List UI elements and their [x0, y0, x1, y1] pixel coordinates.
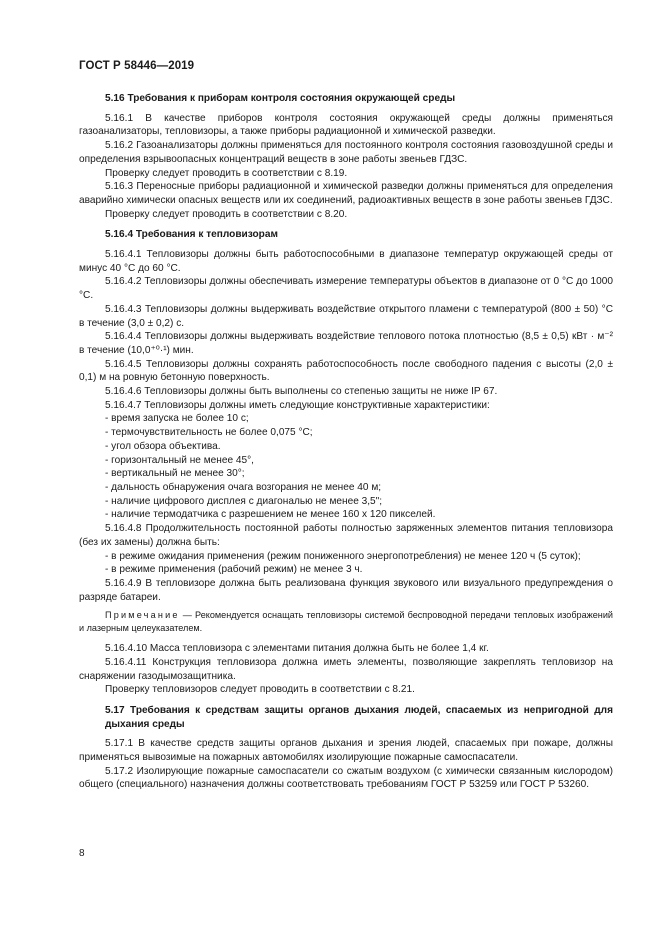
document-body [79, 92, 613, 792]
paragraph: 5.17.2 Изолирующие пожарные самоспасатели со сжатым воздухом (с химически связанным кислородом) общего (специального) назначения должны соответствовать требованиям ГОСТ Р 53259 или ГОСТ Р 53260. [79, 765, 613, 791]
list-item: - время запуска не более 10 с; [105, 413, 249, 425]
paragraph: 5.16.4.10 Масса тепловизора с элементами питания должна быть не более 1,4 кг. [105, 643, 489, 655]
note-label: Примечание [105, 610, 180, 621]
paragraph: 5.16.1 В качестве приборов контроля состояния окружающей среды должны применяться газоанализаторы, тепловизоры, а также приборы радиационной и химической разведки. [79, 112, 613, 138]
section-heading-5-17: 5.17 Требования к средствам защиты органов дыхания людей, спасаемых из непригодной для дыхания среды [105, 704, 613, 730]
paragraph: Проверку следует проводить в соответствии с 8.20. [105, 208, 348, 220]
paragraph: 5.16.4.3 Тепловизоры должны выдерживать воздействие открытого пламени с температурой (800 ± 50) °С в течение (3,0 ± 0,2) с. [79, 303, 613, 329]
document-header: ГОСТ Р 58446—2019 [79, 60, 195, 72]
paragraph: 5.16.4.4 Тепловизоры должны выдерживать воздействие теплового потока плотностью (8,5 ± 0,5) кВт · м⁻² в течение (10,0⁺⁰·¹) мин. [79, 331, 613, 356]
paragraph: 5.17.1 В качестве средств защиты органов дыхания и зрения людей, спасаемых при пожаре, должны применяться вывозимые на пожарных автомобилях изолирующие пожарные самоспасатели. [79, 738, 613, 764]
list-item: - в режиме применения (рабочий режим) не менее 3 ч. [105, 564, 363, 576]
paragraph: 5.16.4.8 Продолжительность постоянной работы полностью заряженных элементов питания тепловизора (без их замены) должна быть: [79, 523, 613, 548]
paragraph: 5.16.3 Переносные приборы радиационной и химической разведки должны применяться для определения аварийно химически опасных веществ или их соединений, радиоактивных веществ в зоне работы звеньев ГДЗС. [79, 181, 613, 206]
paragraph: 5.16.2 Газоанализаторы должны применяться для постоянного контроля состояния газовоздушной среды и определения взрывоопасных концентраций веществ в зоне работы звеньев ГДЗС. [79, 140, 613, 165]
page-number: 8 [79, 848, 85, 859]
paragraph: 5.16.4.6 Тепловизоры должны быть выполнены со степенью защиты не ниже IP 67. [105, 386, 498, 398]
paragraph: 5.16.4.11 Конструкция тепловизора должна иметь элементы, позволяющие закреплять тепловизор на снаряжении газодымозащитника. [79, 656, 613, 682]
list-item: - горизонтальный не менее 45°, [105, 454, 254, 466]
note [79, 609, 613, 634]
note-text: — Рекомендуется оснащать тепловизоры системой беспроводной передачи тепловых изображений и лазерным целеуказателем. [79, 610, 613, 633]
list-item: - угол обзора объектива. [105, 440, 221, 452]
list-item: - термочувствительность не более 0,075 °С; [105, 427, 313, 439]
paragraph: 5.16.4.1 Тепловизоры должны быть работоспособными в диапазоне температур окружающей среды от минус 40 °С до 60 °С. [79, 249, 613, 274]
paragraph: 5.16.4.9 В тепловизоре должна быть реализована функция звукового или визуального предупреждения о разряде батареи. [79, 577, 613, 603]
list-item: - наличие цифрового дисплея с диагональю не менее 3,5"; [105, 495, 383, 507]
section-heading-5-16: 5.16 Требования к приборам контроля состояния окружающей среды [105, 93, 456, 104]
paragraph: 5.16.4.2 Тепловизоры должны обеспечивать измерение температуры объектов в диапазоне от 0 °С до 1000 °С. [79, 276, 613, 302]
list-item: - наличие термодатчика с разрешением не менее 160 х 120 пикселей. [105, 509, 436, 521]
paragraph: Проверку следует проводить в соответствии с 8.19. [105, 167, 348, 179]
paragraph: 5.16.4.5 Тепловизоры должны сохранять работоспособность после свободного падения с высоты (2,0 ± 0,1) м на ровную бетонную поверхность. [79, 358, 613, 384]
section-heading-5-16-4: 5.16.4 Требования к тепловизорам [105, 229, 278, 241]
list-item: - дальность обнаружения очага возгорания не менее 40 м; [105, 481, 382, 493]
list-item: - в режиме ожидания применения (режим пониженного энергопотребления) не менее 120 ч (5 суток); [105, 550, 581, 562]
paragraph: 5.16.4.7 Тепловизоры должны иметь следующие конструктивные характеристики: [105, 399, 490, 411]
paragraph: Проверку тепловизоров следует проводить в соответствии с 8.21. [105, 684, 415, 696]
list-item: - вертикальный не менее 30°; [105, 468, 245, 480]
